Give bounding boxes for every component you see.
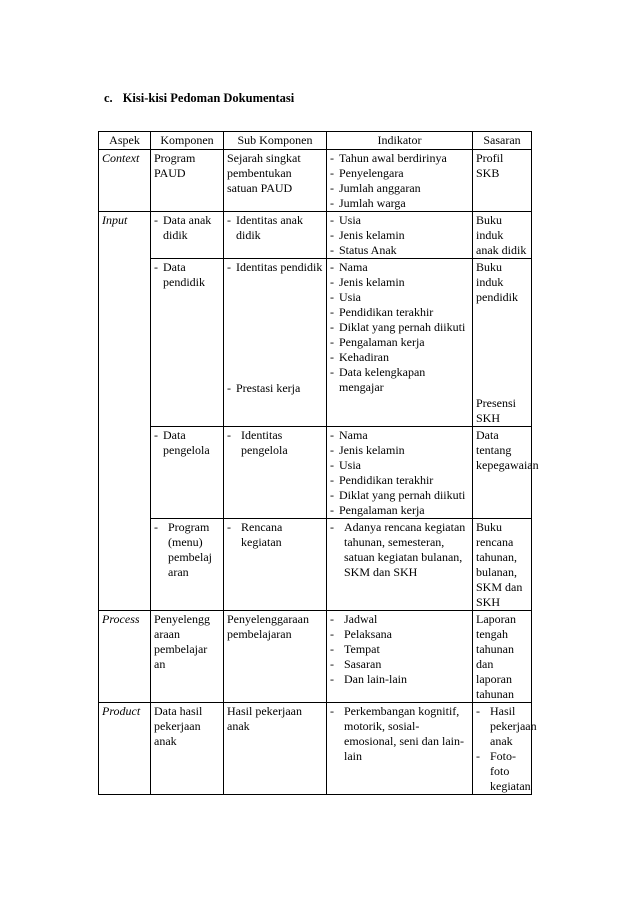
table-header-row (99, 132, 532, 150)
komponen-cell: Data hasil pekerjaan anak (151, 703, 224, 795)
komponen-cell (151, 212, 224, 259)
list-item: - Kehadiran (330, 350, 469, 365)
list-item: - Hasil pekerjaan anak (476, 704, 528, 749)
sasaran-text: Buku induk pendidik (476, 260, 518, 304)
indikator-list (330, 260, 469, 395)
indikator-cell (327, 259, 473, 427)
sasaran-cell: Buku induk anak didik (473, 212, 532, 259)
col-header-sub-komponen: Sub Komponen (224, 132, 327, 150)
sasaran-cell: Data tentang kepegawaian (473, 427, 532, 519)
list-item: - Rencana kegiatan (227, 520, 323, 550)
sub-komponen-cell (224, 259, 327, 427)
list-item: - Sasaran (330, 657, 469, 672)
sasaran-cell (473, 703, 537, 795)
list-item: - Usia (330, 213, 469, 228)
list-item: - Tempat (330, 642, 469, 657)
table-row (99, 427, 532, 519)
indikator-list (330, 612, 469, 687)
list-item: - Jenis kelamin (330, 443, 469, 458)
komponen-cell (151, 519, 224, 611)
kisi-kisi-table (98, 131, 539, 795)
section-title: Kisi-kisi Pedoman Dokumentasi (122, 91, 295, 105)
list-item: - Program (menu) pembelaj aran (154, 520, 220, 580)
indikator-cell (327, 611, 473, 703)
list-item: - Tahun awal berdirinya (330, 151, 469, 166)
table-row (99, 150, 532, 212)
list-item: - Adanya rencana kegiatan tahunan, semesteran, satuan kegiatan bulanan, SKM dan SKH (330, 520, 469, 580)
table-row (99, 259, 532, 427)
list-item: - Pengalaman kerja (330, 503, 469, 518)
indikator-list (330, 520, 469, 580)
table-row (99, 212, 532, 259)
sasaran-cell: Laporan tengah tahunan dan laporan tahunan (473, 611, 532, 703)
list-item: - Dan lain-lain (330, 672, 469, 687)
list-item: - Diklat yang pernah diikuti (330, 320, 469, 335)
col-header-aspek: Aspek (99, 132, 151, 150)
komponen-cell: Program PAUD (151, 150, 224, 212)
sasaran-cell (473, 259, 532, 427)
indikator-cell (327, 519, 473, 611)
indikator-list (330, 151, 469, 211)
list-item: - Jenis kelamin (330, 228, 469, 243)
indikator-cell (327, 703, 473, 795)
sasaran-cell: Profil SKB (473, 150, 532, 212)
komponen-cell: Penyelengg araan pembelajar an (151, 611, 224, 703)
indikator-cell (327, 150, 473, 212)
list-item: - Jenis kelamin (330, 275, 469, 290)
list-item: - Jumlah warga (330, 196, 469, 211)
list-item: - Data pendidik (154, 260, 220, 290)
list-item: - Pelaksana (330, 627, 469, 642)
list-item: - Prestasi kerja (227, 381, 323, 396)
aspek-cell: Input (99, 212, 151, 611)
table-row (99, 611, 532, 703)
sub-komponen-cell: Penyelenggaraan pembelajaran (224, 611, 327, 703)
list-item: - Usia (330, 290, 469, 305)
sub-komponen-cell (224, 519, 327, 611)
table-row (99, 703, 532, 795)
list-item: - Perkembangan kognitif, motorik, sosial-emosional, seni dan lain-lain (330, 704, 469, 764)
list-item: - Pendidikan terakhir (330, 473, 469, 488)
col-header-indikator: Indikator (327, 132, 473, 150)
list-item: - Nama (330, 428, 469, 443)
section-letter: c. (104, 91, 113, 105)
table-row (99, 519, 532, 611)
list-item: - Pendidikan terakhir (330, 305, 469, 320)
list-item: - Jumlah anggaran (330, 181, 469, 196)
indikator-list (330, 213, 469, 258)
list-item: - Identitas pendidik (227, 260, 323, 275)
list-item: - Nama (330, 260, 469, 275)
indikator-list (330, 704, 469, 764)
komponen-cell (151, 259, 224, 427)
list-item: - Jadwal (330, 612, 469, 627)
sub-komponen-cell (224, 212, 327, 259)
list-item: - Status Anak (330, 243, 469, 258)
sasaran-list (476, 704, 537, 794)
sub-komponen-cell: Hasil pekerjaan anak (224, 703, 327, 795)
list-item: - Usia (330, 458, 469, 473)
list-item: - Identitas anak didik (227, 213, 323, 243)
col-header-sasaran: Sasaran (473, 132, 532, 150)
list-item: - Data pengelola (154, 428, 220, 458)
indikator-cell (327, 212, 473, 259)
sasaran-text: Presensi SKH (476, 396, 516, 425)
aspek-cell: Product (99, 703, 151, 795)
sasaran-cell: Buku rencana tahunan, bulanan, SKM dan SKH (473, 519, 532, 611)
col-header-komponen: Komponen (151, 132, 224, 150)
list-item: - Diklat yang pernah diikuti (330, 488, 469, 503)
aspek-cell: Context (99, 150, 151, 212)
list-item: - Identitas pengelola (227, 428, 323, 458)
section-heading (104, 91, 294, 106)
list-item: - Pengalaman kerja (330, 335, 469, 350)
aspek-cell: Process (99, 611, 151, 703)
list-item: - Data kelengkapan mengajar (330, 365, 469, 395)
sub-komponen-cell: Sejarah singkat pembentukan satuan PAUD (224, 150, 327, 212)
sub-komponen-cell (224, 427, 327, 519)
indikator-list (330, 428, 469, 518)
list-item: - Foto-foto kegiatan (476, 749, 528, 794)
list-item: - Penyelengara (330, 166, 469, 181)
komponen-cell (151, 427, 224, 519)
indikator-cell (327, 427, 473, 519)
list-item: - Data anak didik (154, 213, 220, 243)
